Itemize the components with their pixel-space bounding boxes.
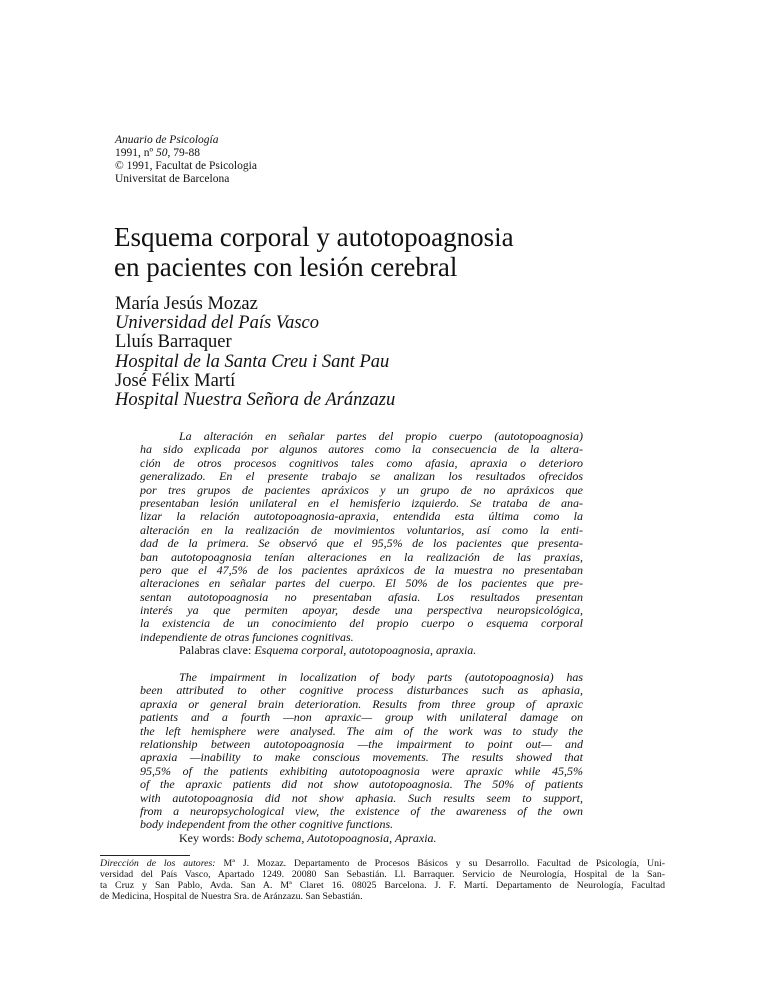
keywords-list: Body schema, Autotopoagnosia, Apraxia.	[237, 830, 437, 845]
journal-name: Anuario de Psicología	[115, 134, 219, 146]
abstract-line: presentaban lesión unilateral en el hemisferio izquierdo. Se trataba de ana-	[140, 495, 583, 510]
abstract-line: from a neuropsychological view, the existence of the awareness of the own	[140, 803, 583, 818]
abstract-line: pero que el 47,5% de los pacientes apráxicos de la muestra no presentaban	[140, 562, 583, 577]
footnote-divider	[100, 855, 190, 856]
abstract-line: ción de otros procesos cognitivos tales como afasia, apraxia o deterioro	[140, 455, 583, 470]
title-line: Esquema corporal y autotopoagnosia	[114, 222, 514, 252]
issue-number: 50	[155, 147, 168, 159]
author-address-footnote	[100, 858, 665, 902]
pages: , 79-88	[167, 147, 201, 159]
abstract-line: with autotopoagnosia did not show aphasia. Such results seem to support,	[140, 790, 583, 805]
issue-prefix: 1991, nº	[115, 147, 156, 159]
abstract-line: apraxia —inability to make conscious movements. The results showed that	[140, 750, 583, 765]
paper-title	[114, 222, 514, 282]
abstract-line: alteración en la realización de movimientos voluntarios, así como la enti-	[140, 522, 583, 537]
abstract-line: sentan autotopoagnosia no presentaban afasia. Los resultados presentan	[140, 589, 583, 604]
author-affiliation: Hospital Nuestra Señora de Aránzazu	[115, 390, 396, 411]
abstract-line: independiente de otras funciones cognitivas.	[140, 629, 354, 644]
copyright: © 1991, Facultat de Psicologia	[115, 160, 257, 172]
abstract-line: alteraciones en señalar partes del cuerpo. El 50% de los pacientes que pre-	[140, 576, 583, 591]
abstract-line: been attributed to other cognitive process disturbances such as aphasia,	[140, 683, 583, 698]
abstract-english	[140, 671, 583, 845]
footnote-line: ta Cruz y San Pablo, Avda. San A. Mª Claret 16. 08025 Barcelona. J. F. Martí. Departamento de Neurología, Facultad	[100, 880, 665, 891]
abstract-line: la existencia de un conocimiento del propio cuerpo o esquema corporal	[140, 616, 583, 631]
author-affiliation: Hospital de la Santa Creu i Sant Pau	[115, 351, 390, 372]
abstract-line: the left hemisphere were analysed. The aim of the work was to study the	[140, 723, 583, 738]
abstract-line: 95,5% of the patients exhibiting autotopoagnosia were apraxic while 45,5%	[140, 763, 583, 778]
abstract-spanish	[140, 430, 583, 658]
abstract-line: La alteración en señalar partes del propio cuerpo (autotopoagnosia)	[179, 429, 583, 443]
footnote-line	[100, 858, 665, 869]
abstract-line: generalizado. En el presente trabajo se analizan los resultados ofrecidos	[140, 469, 583, 484]
abstract-line: The impairment in localization of body parts (autotopoagnosia) has	[179, 670, 583, 684]
footnote-line: versidad del País Vasco, Apartado 1249. 20080 San Sebastián. Ll. Barraquer. Servicio de Neurología, Hospital de la San-	[100, 869, 665, 880]
issue-info	[115, 147, 257, 160]
abstract-line: interés ya que permiten apoyar, desde una perspectiva neuropsicológica,	[140, 603, 583, 618]
abstract-line: apraxia or general brain deterioration. Results from three group of apraxic	[140, 696, 583, 711]
abstract-line: relationship between autotopoagnosia —the impairment to point out— and	[140, 736, 583, 751]
keywords-label: Key words:	[179, 830, 235, 845]
abstract-line: dad de la primera. Se observó que el 95,5% de los pacientes que presenta-	[140, 536, 583, 551]
footnote-label: Dirección de los autores:	[100, 858, 216, 869]
footnote-line: de Medicina, Hospital de Nuestra Sra. de Aránzazu. San Sebastián.	[100, 891, 363, 902]
keywords-list: Esquema corporal, autotopoagnosia, apraxia.	[254, 643, 477, 658]
author-name: María Jesús Mozaz	[115, 294, 258, 314]
keywords	[140, 832, 583, 845]
abstract-line: patients and a fourth —non apraxic— group with unilateral damage on	[140, 710, 583, 725]
keywords	[140, 644, 583, 657]
footnote-text: Mª J. Mozaz. Departamento de Procesos Básicos y su Desarrollo. Facultad de Psicología, Uni-	[215, 858, 665, 869]
abstract-line: ha sido explicada por algunos autores como la consecuencia de la altera-	[140, 442, 583, 457]
abstract-line: of the apraxic patients did not show autotopoagnosia. The 50% of patients	[140, 777, 583, 792]
author-affiliation: Universidad del País Vasco	[115, 313, 319, 334]
author-name: Lluís Barraquer	[115, 332, 232, 353]
abstract-line: por tres grupos de pacientes apráxicos y un grupo de no apráxicos que	[140, 482, 583, 497]
author-list	[115, 295, 395, 410]
title-line: en pacientes con lesión cerebral	[114, 252, 458, 282]
university: Universitat de Barcelona	[115, 173, 230, 185]
abstract-line: body independent from the other cognitive functions.	[140, 817, 394, 832]
abstract-line: ban autotopoagnosia tenían alteraciones en la realización de las praxias,	[140, 549, 583, 564]
journal-header	[115, 134, 257, 186]
abstract-line: lizar la relación autotopoagnosia-apraxia, entendida esta última como la	[140, 509, 583, 524]
author-name: José Félix Martí	[115, 370, 236, 391]
keywords-label: Palabras clave:	[179, 643, 252, 658]
